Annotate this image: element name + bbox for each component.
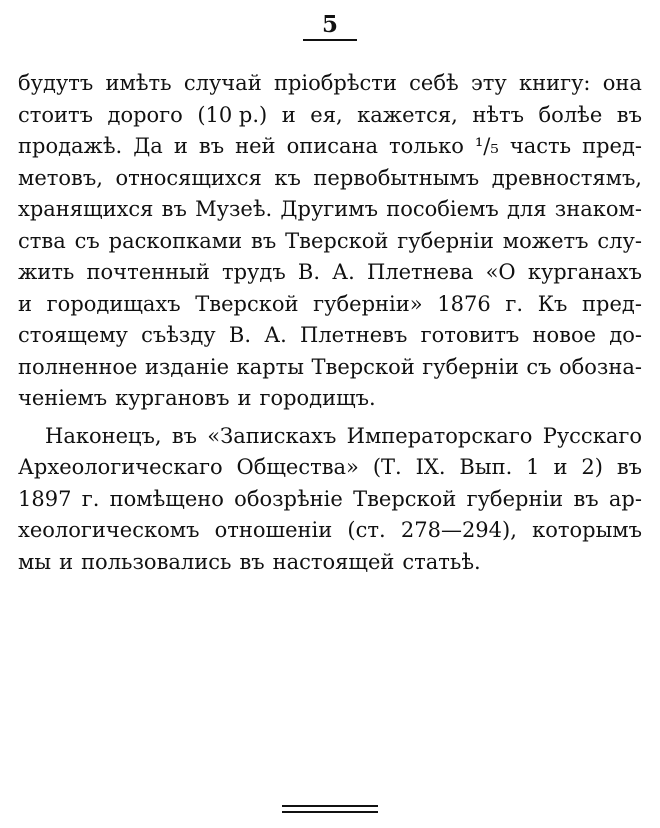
word: ея, — [310, 102, 343, 127]
word: будутъ — [18, 71, 94, 95]
word: 1876 — [437, 291, 491, 316]
word: раскопками — [108, 228, 243, 253]
word: городищахъ — [46, 291, 181, 316]
paragraph-1 — [18, 68, 642, 415]
word: въ — [251, 228, 277, 253]
word: карты — [236, 354, 304, 379]
word: въ — [616, 455, 642, 479]
end-of-section-rule — [282, 811, 378, 813]
word: пред- — [582, 134, 642, 158]
word: трудъ — [222, 260, 286, 284]
word: готовитъ — [420, 323, 520, 347]
word: (ст. — [347, 518, 386, 542]
word: и — [173, 134, 188, 158]
word: обознa- — [558, 354, 642, 379]
text-line — [18, 226, 642, 258]
word: Археологическаго — [18, 455, 223, 479]
word: ней — [235, 134, 276, 158]
word: Тверской — [353, 486, 457, 511]
text-line — [18, 163, 642, 195]
word: знаком- — [554, 197, 642, 221]
word: городищъ. — [259, 386, 376, 410]
word: Вып. — [459, 455, 513, 479]
word: Плетнева — [366, 260, 474, 284]
word: почтенный — [86, 260, 210, 284]
word: «О — [485, 260, 516, 284]
word: первобытнымъ — [313, 165, 480, 190]
word: имѣть — [105, 71, 172, 95]
word: пред- — [582, 291, 642, 316]
word: губерніи — [397, 228, 494, 253]
word: книгу: — [518, 71, 591, 95]
word: Тверской — [311, 354, 415, 379]
text-line — [18, 352, 642, 384]
text-line — [18, 131, 642, 163]
word: 278—294), — [400, 518, 517, 542]
word: курганахъ — [527, 260, 642, 284]
word: А. — [332, 260, 355, 284]
text-line — [18, 320, 642, 352]
word: въ — [171, 423, 198, 448]
text-line — [18, 547, 642, 579]
word: мы — [18, 549, 52, 574]
word: В. — [228, 323, 251, 347]
word: стоящему — [18, 323, 128, 347]
word: болѣе — [538, 102, 603, 127]
word: съѣзду — [141, 323, 216, 347]
word: до- — [609, 323, 642, 347]
word: хеологическомъ — [18, 518, 200, 542]
word: (Т. — [372, 455, 402, 479]
word: г. — [81, 486, 100, 511]
word: и — [281, 102, 296, 127]
page-number: 5 — [321, 11, 338, 38]
word: Русскаго — [542, 423, 642, 448]
word: А. — [264, 323, 287, 347]
text-line — [18, 257, 642, 289]
word: губерніи — [422, 354, 519, 379]
word: В. — [297, 260, 320, 284]
word: въ — [573, 486, 599, 511]
word: Тверской — [285, 228, 389, 253]
word: ства — [18, 228, 66, 253]
word: она — [602, 71, 642, 95]
word: можетъ — [502, 228, 589, 253]
word: описана — [286, 134, 378, 158]
word: ченіемъ — [18, 386, 108, 410]
word: себѣ — [409, 71, 459, 95]
word: Да — [133, 134, 163, 158]
text-line — [18, 484, 642, 516]
word: ¹/₅ — [474, 134, 499, 158]
text-line — [18, 289, 642, 321]
word: новое — [532, 323, 597, 347]
word: въ — [616, 102, 642, 127]
word: «Запискахъ — [207, 423, 337, 448]
text-line — [18, 452, 642, 484]
word: нѣтъ — [472, 102, 525, 127]
word: пособіемъ — [386, 197, 499, 221]
word: къ — [274, 165, 301, 190]
word: Къ — [537, 291, 568, 316]
word: Общества» — [236, 455, 359, 479]
word: дорого — [107, 102, 183, 127]
word: IX. — [415, 455, 446, 479]
paragraph-2 — [18, 421, 642, 579]
word: губерніи» — [313, 291, 423, 316]
word: отношеніи — [214, 518, 333, 542]
word: метовъ, — [18, 165, 103, 190]
word: слу- — [597, 228, 642, 253]
word: жить — [18, 260, 75, 284]
word: которымъ — [532, 518, 642, 542]
word: часть — [509, 134, 572, 158]
word: кургановъ — [115, 386, 230, 410]
word: съ — [526, 354, 552, 379]
word: и — [59, 549, 74, 574]
word: (10 р.) — [197, 102, 268, 127]
word: и — [237, 386, 252, 410]
word: Тверской — [195, 291, 299, 316]
word: съ — [74, 228, 100, 253]
text-line — [18, 515, 642, 547]
word: статьѣ. — [402, 549, 481, 574]
word: Музеѣ. — [195, 197, 273, 221]
word: эту — [470, 71, 507, 95]
word: пользовались — [81, 549, 232, 574]
word: только — [389, 134, 464, 158]
word: и — [18, 291, 32, 316]
word: относящихся — [115, 165, 262, 190]
word: кажется, — [357, 102, 458, 127]
word: пріобрѣсти — [273, 71, 397, 95]
page-number-rule — [303, 39, 357, 41]
word: хранящихся — [18, 197, 154, 221]
text-line — [18, 421, 642, 453]
word: Наконецъ, — [45, 423, 162, 448]
word: изданіе — [144, 354, 230, 379]
word: г. — [505, 291, 524, 316]
word: 1897 — [18, 486, 72, 511]
word: Другимъ — [280, 197, 378, 221]
body-text — [18, 68, 642, 578]
word: и — [553, 455, 568, 479]
word: Императорскаго — [346, 423, 533, 448]
word: полненное — [18, 354, 138, 379]
word: 2) — [581, 455, 603, 479]
text-line — [18, 383, 642, 415]
word: губерніи — [466, 486, 564, 511]
word: древностямъ, — [491, 165, 642, 190]
word: настоящей — [272, 549, 395, 574]
end-of-section-rule — [282, 805, 378, 807]
word: помѣщено — [109, 486, 224, 511]
word: для — [507, 197, 547, 221]
word: обозрѣніе — [234, 486, 343, 511]
word: 1 — [526, 455, 540, 479]
word: стоитъ — [18, 102, 93, 127]
word: Плетневъ — [300, 323, 408, 347]
text-line — [18, 68, 642, 100]
text-line — [18, 194, 642, 226]
text-line — [18, 100, 642, 132]
word: случай — [183, 71, 262, 95]
word: продажѣ. — [18, 134, 123, 158]
word: въ — [198, 134, 225, 158]
word: ар- — [608, 486, 642, 511]
word: въ — [239, 549, 265, 574]
word: въ — [161, 197, 187, 221]
